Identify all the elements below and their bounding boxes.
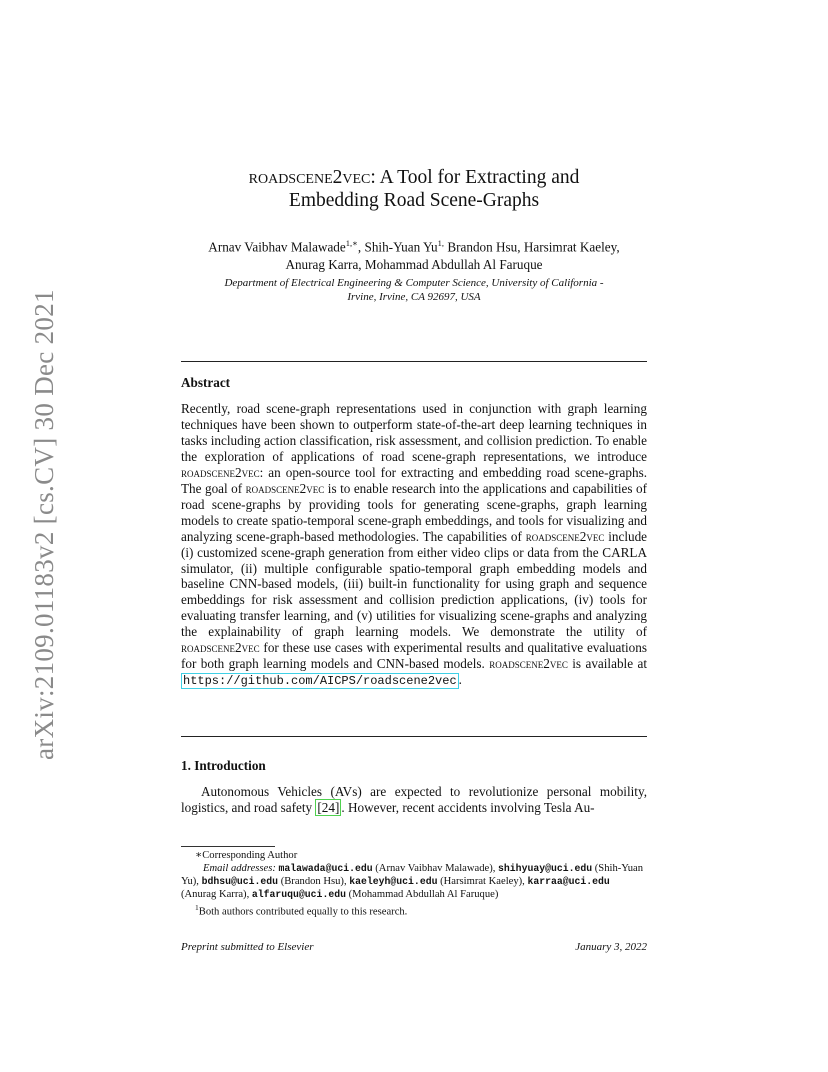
intro-text: . However, recent accidents involving Tesla Au-: [341, 800, 595, 815]
tool-name: roadscene2vec: [181, 464, 260, 480]
abstract-text: for these use cases with experimental results and qualitative evaluations for both graph learning models and CNN-based models.: [181, 640, 647, 672]
footnote-emails: [181, 862, 647, 901]
author-name: Arnav Vaibhav Malawade: [208, 239, 346, 255]
abstract-text: .: [458, 672, 462, 688]
tool-name: roadscene2vec: [489, 656, 568, 672]
intro-text: Autonomous Vehicles (AVs) are expected to revolutionize personal mobility, logistics, and road safety: [181, 784, 647, 815]
citation-link[interactable]: [24]: [317, 800, 340, 815]
email-owner: (Anurag Karra),: [181, 889, 250, 900]
footnote-rule: [181, 846, 275, 847]
tool-name: roadscene2vec: [181, 640, 260, 656]
email-link[interactable]: kaeleyh@uci.edu: [349, 876, 438, 887]
title-line2: Embedding Road Scene-Graphs: [288, 190, 540, 211]
email-owner: (Shih-Yuan Yu),: [181, 863, 644, 887]
footer-date: January 3, 2022: [575, 941, 647, 953]
section-heading: 1. Introduction: [181, 758, 266, 773]
email-link[interactable]: shihyuay@uci.edu: [498, 863, 593, 874]
footer-preprint: Preprint submitted to Elsevier: [181, 941, 314, 953]
email-owner: (Mohammad Abdullah Al Faruque): [348, 889, 499, 900]
paper-title: [150, 166, 678, 212]
email-label: Email addresses:: [203, 863, 276, 874]
author-marker: 1,∗: [345, 238, 358, 248]
tool-name: roadscene2vec: [525, 528, 605, 544]
abstract-text: : an open-source tool for extracting and embedding road scene-graphs. The goal of: [181, 464, 647, 496]
email-owner: (Harsimrat Kaeley),: [440, 876, 525, 887]
email-owner: (Arnav Vaibhav Malawade),: [375, 863, 496, 874]
introduction-body: [181, 784, 647, 816]
abstract-body: [181, 401, 647, 690]
abstract-text: include (i) customized scene-graph generation from either video clips or data from the CARLA simulator, (ii) multiple configurable spatio-temporal graph embedding models and baseline CNN-based models, (iii) built-in functionality for using graph and sequence embeddings for risk assessment and collision prediction applications, (iv) tools for evaluating transfer learning, and (v) utilities for visualizing scene-graphs and analyzing the explainability of graph learning models. We demonstrate the utility of: [181, 528, 648, 640]
footnote-text: Both authors contributed equally to this research.: [198, 906, 408, 918]
author-list: Arnav Vaibhav Malawade$^{1,∗}$, Shih-Yuan $Yu^{1,}$ Brandon Hsu, Harsimrat Kaeley, Anurag Karra, Mohammad Abdullah Al Faruque: [208, 238, 620, 273]
abstract-text: is to enable research into the applications and capabilities of road scene-graphs by providing tools for generating scene-graphs, graph learning models to create spatio-temporal scene-graph embeddings, and tools for visualizing and analyzing scene-graph-based methodologies. The capabilities of: [181, 480, 647, 544]
author-names: Anurag Karra, Mohammad Abdullah Al Faruque: [285, 257, 543, 273]
abstract-text: is available at: [572, 656, 647, 672]
footnote-equal: [181, 901, 647, 919]
email-link[interactable]: karraa@uci.edu: [527, 876, 610, 887]
arxiv-stamp: arXiv:2109.01183v2 [cs.CV] 30 Dec 2021: [29, 289, 59, 760]
affiliation: [180, 276, 648, 304]
footnotes: [181, 849, 647, 919]
email-link[interactable]: bdhsu@uci.edu: [201, 876, 279, 887]
tool-name: roadscene2vec: [245, 480, 325, 496]
github-link[interactable]: https://github.com/AICPS/roadscene2vec: [183, 674, 457, 689]
affiliation-line: Irvine, Irvine, CA 92697, USA: [347, 291, 481, 303]
email-link[interactable]: alfaruqu@uci.edu: [251, 889, 346, 900]
author-marker: 1,: [437, 238, 445, 248]
title-line1: : A Tool for Extracting and: [370, 167, 580, 188]
footnote-corresponding: ∗Corresponding Author: [195, 850, 298, 861]
email-link[interactable]: malawada@uci.edu: [278, 863, 373, 874]
author-names: Brandon Hsu, Harsimrat Kaeley,: [447, 239, 620, 255]
divider: [181, 361, 647, 362]
divider: [181, 736, 647, 737]
footnote-marker: 1: [195, 903, 199, 912]
tool-name: roadscene2vec: [248, 167, 371, 188]
abstract-text: Recently, road scene-graph representations used in conjunction with graph learning techniques have been shown to outperform state-of-the-art deep learning techniques in tasks including action classification, risk assessment, and collision prediction. To enable the exploration of applications of road scene-graph representations, we introduce: [181, 401, 647, 464]
affiliation-line: Department of Electrical Engineering & Computer Science, University of California -: [224, 277, 604, 289]
abstract-heading: Abstract: [181, 375, 231, 390]
author-name: Shih-Yuan Yu: [364, 239, 438, 255]
email-owner: (Brandon Hsu),: [280, 876, 347, 887]
